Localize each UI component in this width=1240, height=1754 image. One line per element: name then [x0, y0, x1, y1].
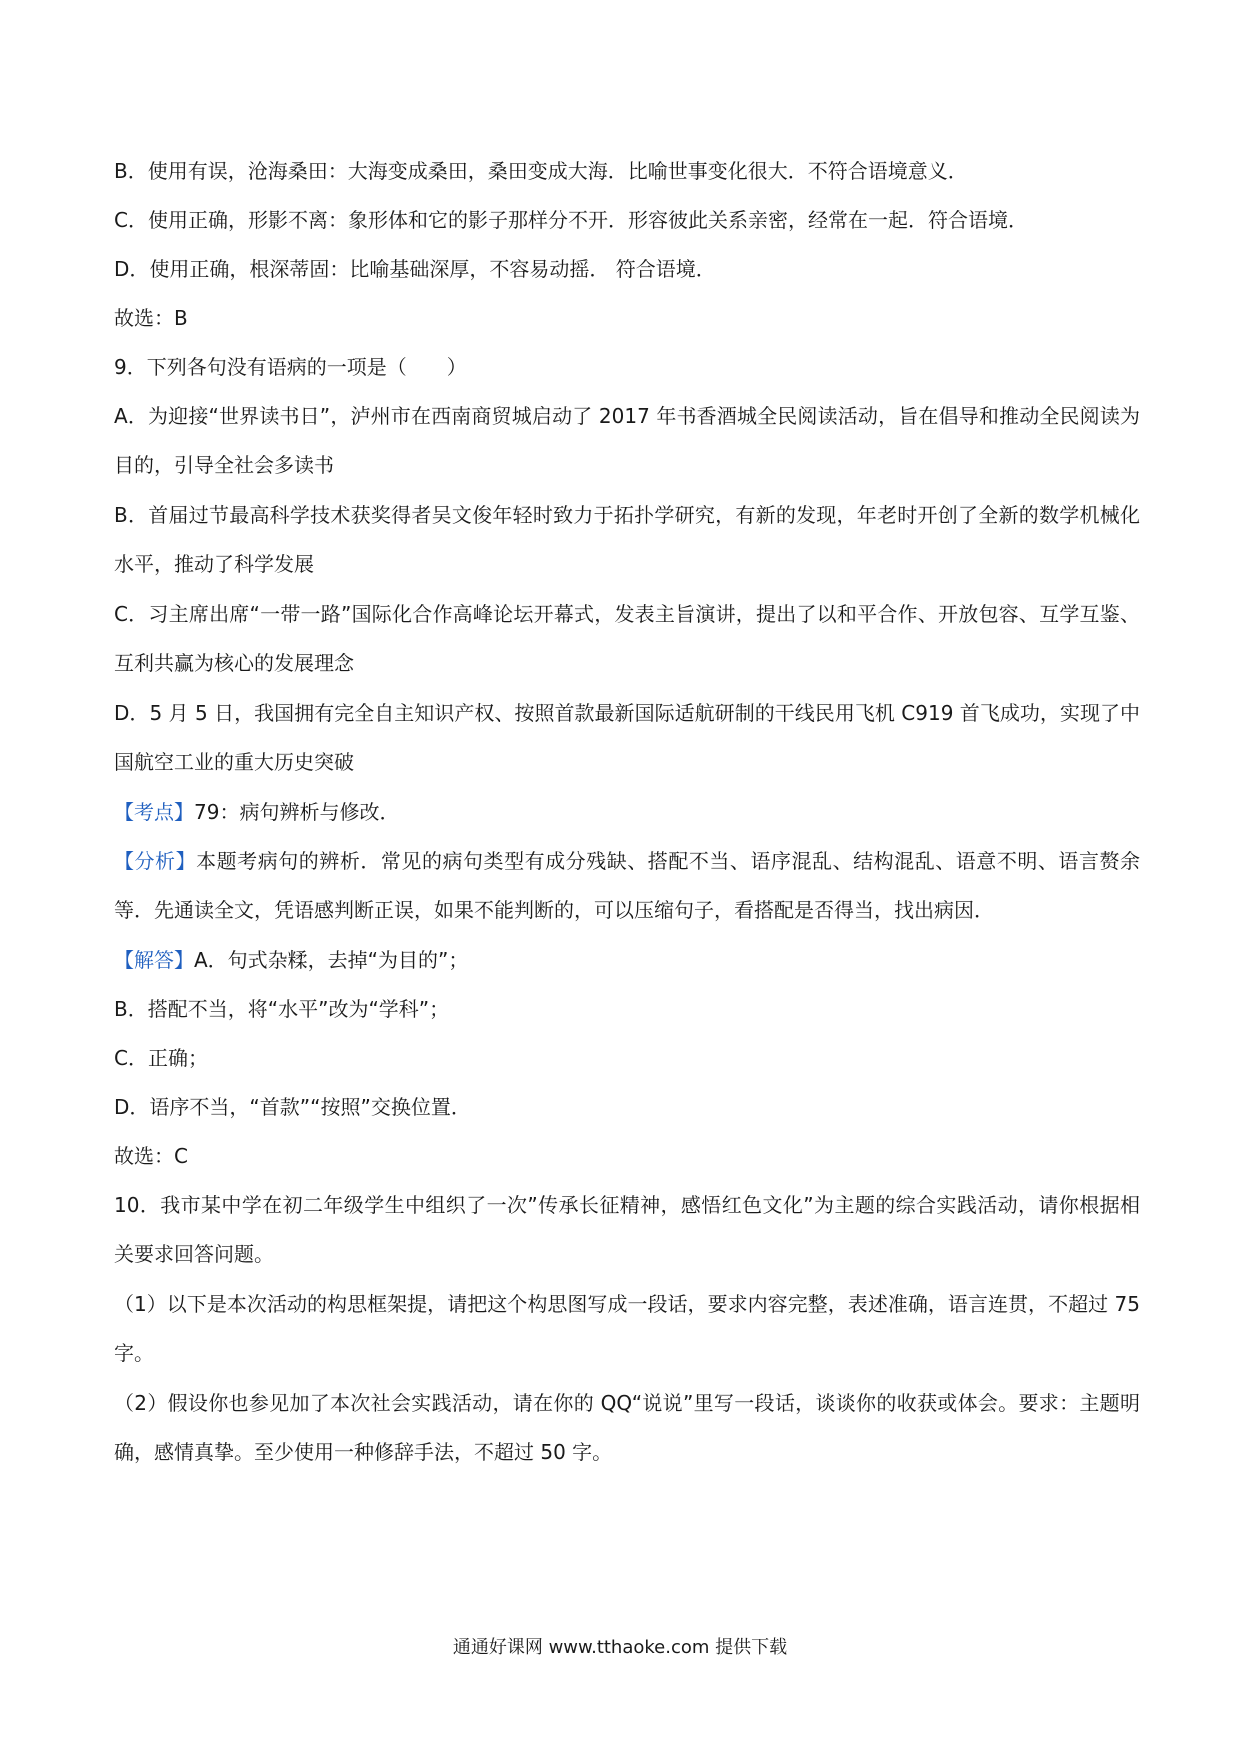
q8-option-b-explanation: B．使用有误，沧海桑田：大海变成桑田，桑田变成大海．比喻世事变化很大．不符合语境意义．: [114, 159, 968, 183]
q9-option-a: A．为迎接“世界读书日”，泸州市在西南商贸城启动了 2017 年书香酒城全民阅读活动，旨在倡导和推动全民阅读为目的，引导全社会多读书: [114, 404, 1140, 477]
q9-jieda-b: B．搭配不当，将“水平”改为“学科”；: [114, 997, 450, 1021]
q9-stem: 9．下列各句没有语病的一项是（ ）: [114, 355, 467, 379]
q9-option-d: D．5 月 5 日，我国拥有完全自主知识产权、按照首款最新国际适航研制的干线民用飞机 C919 首飞成功，实现了中国航空工业的重大历史突破: [114, 701, 1140, 774]
q9-jieda-d: D．语序不当，“首款”“按照”交换位置．: [114, 1095, 471, 1119]
q9-option-c: C．习主席出席“一带一路”国际化合作高峰论坛开幕式，发表主旨演讲，提出了以和平合作、开放包容、互学互鉴、互利共赢为核心的发展理念: [114, 602, 1140, 675]
q8-answer: 故选：B: [114, 306, 188, 330]
fenxi-tag: 【分析】: [114, 849, 197, 873]
q9-jieda-c: C．正确；: [114, 1046, 208, 1070]
jieda-tag: 【解答】: [114, 948, 194, 972]
q9-jieda-a: [114, 944, 1140, 976]
document-content: [114, 155, 1140, 1486]
q10-stem: 10．我市某中学在初二年级学生中组织了一次”传承长征精神，感悟红色文化”为主题的综合实践活动，请你根据相关要求回答问题。: [114, 1193, 1140, 1266]
fenxi-text: 本题考病句的辨析．常见的病句类型有成分残缺、搭配不当、语序混乱、结构混乱、语意不明、语言赘余等．先通读全文，凭语感判断正误，如果不能判断的，可以压缩句子，看搭配是否得当，找出病因．: [114, 849, 1141, 922]
q8-option-d-explanation: D．使用正确，根深蒂固：比喻基础深厚，不容易动摇． 符合语境．: [114, 257, 716, 281]
q10-part1: （1）以下是本次活动的构思框架提，请把这个构思图写成一段话，要求内容完整，表述准确，语言连贯，不超过 75 字。: [114, 1292, 1140, 1365]
q8-option-c-explanation: C．使用正确，形影不离：象形体和它的影子那样分不开．形容彼此关系亲密，经常在一起．符合语境．: [114, 208, 1028, 232]
jieda-a-text: A．句式杂糅，去掉“为目的”；: [194, 948, 469, 972]
q9-answer: 故选：C: [114, 1144, 188, 1168]
page-footer: 通通好课网 www.tthaoke.com 提供下载: [452, 1637, 788, 1658]
kaodian-tag: 【考点】: [114, 800, 194, 824]
q10-part2: （2）假设你也参见加了本次社会实践活动，请在你的 QQ“说说”里写一段话，谈谈你的收获或体会。要求：主题明确，感情真挚。至少使用一种修辞手法，不超过 50 字。: [114, 1391, 1140, 1464]
kaodian-text: 79：病句辨析与修改．: [194, 800, 400, 824]
q9-fenxi: [114, 837, 1140, 935]
q9-option-b: B．首届过节最高科学技术获奖得者吴文俊年轻时致力于拓扑学研究，有新的发现，年老时开创了全新的数学机械化水平，推动了科学发展: [114, 503, 1140, 576]
q9-kaodian: [114, 796, 1140, 828]
